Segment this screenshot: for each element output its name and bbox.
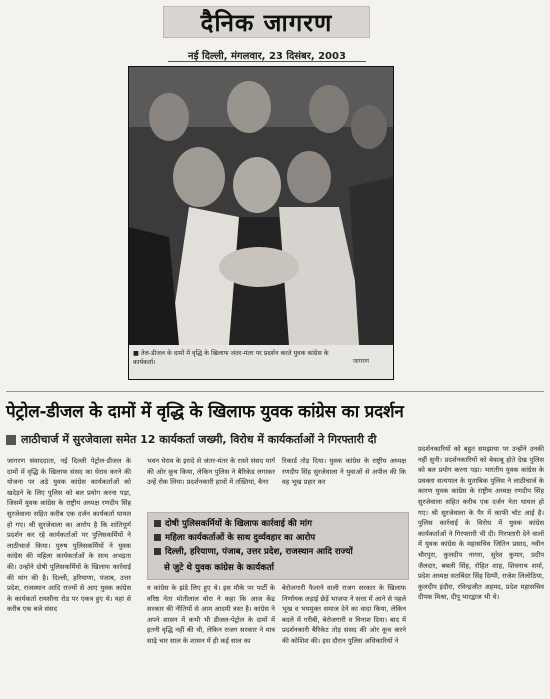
highlight-item: दिल्ली, हरियाणा, पंजाब, उत्तर प्रदेश, राजस्थान आदि राज्यों <box>154 545 353 557</box>
bullet-square-icon <box>154 534 161 541</box>
article-column-3-continued: बेरोजगारी फैलाने वाली राजग सरकार के खिलाफ निर्णायक लड़ाई छेड़ें भाजपा ने सत्ता में आने से पहले भूख व भयमुक्त समाज देने का वादा किया, लेकिन बदले में गरीबी, बेरोजगारी व विनाश दिया। बाद में प्रदर्शनकारी बैरिकेट तोड़ संसद की ओर कूच करने की कोशिश की। इस दौरान पुलिस अधिकारियों ने <box>282 584 406 645</box>
highlights-box <box>147 512 409 580</box>
bullet-square-icon <box>6 435 16 445</box>
dateline-rule <box>168 61 366 62</box>
subheadline-text: लाठीचार्ज में सुरजेवाला समेत 12 कार्यकर्ता जख्मी, विरोध में कार्यकर्ताओं ने गिरफ्तारी दी <box>21 433 377 446</box>
bullet-square-icon <box>154 520 161 527</box>
dateline: नई दिल्ली, मंगलवार, 23 दिसंबर, 2003 <box>188 51 346 62</box>
caption-bar <box>129 345 393 379</box>
article-column-4: प्रदर्शनकारियों को बहुत समझाया पर उन्होंने उनकी नहीं सुनी। प्रदर्शनकारियों को बेकाबू होते देख पुलिस को बल प्रयोग करना पड़ा। भारतीय युवक कांग्रेस के प्रवक्ता सत्यपाल के मुताबिक पुलिस ने लाठीचार्ज के कारण युवक कांग्रेस के राष्ट्रीय अध्यक्ष रणदीप सिंह सुरजेवाला सहित करीब एक दर्जन नेता घायल हो गए। श्री सुरजेवाला के पैर में काफी चोट आई है। पुलिस कार्रवाई के विरोध में युवक कांग्रेस कार्यकर्ताओं ने गिरफ्तारी भी दी। गिरफ्तारी देने वालों में युवक कांग्रेस के महासचिव जितिन प्रसाद, नवीन चौरपुरा, कुलदीप नागरा, सुरेश कुमार, प्रदीप जैलदार, बबली सिंह, रोहित शाह, शिवनाथ शर्मा, प्रदेश अध्यक्ष सतबिंदर सिंह दिम्पी, राजेश लिलोठिया, कुलदीप इंदौरा, रविन्द्रजीत अहमद, प्रदेश महासचिव दीपक मिश्रा, दीपू भारद्वाज भी थे। <box>418 445 544 602</box>
section-rule <box>6 391 544 392</box>
masthead-title: दैनिक जागरण <box>200 8 333 37</box>
article-column-1: जागरण संवाददाता, नई दिल्ली पेट्रोल-डीजल के दामों में वृद्धि के खिलाफ संसद का घेराव करने की योजना पर अड़े युवक कांग्रेस कार्यकर्ताओं को खदेड़ने के लिए पुलिस को बल प्रयोग करना पड़ा, जिसमें युवक कांग्रेस के राष्ट्रीय अध्यक्ष रणदीप सिंह सुरजेवाला सहित करीब एक दर्जन कार्यकर्ता घायल हो गए। श्री सुरजेवाला का आरोप है कि शांतिपूर्ण प्रदर्शन कर रहे कार्यकर्ताओं पर पुलिसकर्मियों ने लाठीचार्ज किया। पुरुष पुलिसकर्मियों ने युवक कांग्रेस की महिला कार्यकर्ताओं के साथ अभद्रता की। उन्होंने दोषी पुलिसकर्मियों के खिलाफ कार्रवाई की मांग की है। दिल्ली, हरियाणा, पंजाब, उत्तर प्रदेश, राजस्थान आदि राज्यों से आए युवक कांग्रेस के कार्यकर्ता रायसीना रोड पर एकत्र हुए थे। यहां से करीब एक बजे संसद <box>7 457 131 614</box>
highlight-item: महिला कार्यकर्ताओं के साथ दुर्व्यवहार का आरोप <box>154 531 315 543</box>
bullet-square-icon <box>154 548 161 555</box>
photo-caption: ■ तेल-डीजल के दामों में वृद्धि के खिलाफ जंतर-मंतर पर प्रदर्शन करते युवक कांग्रेस के कार्यकर्ता। <box>133 350 329 366</box>
article-column-3: रिकार्ड तोड़ दिया। युवक कांग्रेस के राष्ट्रीय अध्यक्ष रणदीप सिंह सुरजेवाला ने युवाओं से अपील की कि वह भूख प्रहार कर <box>282 457 406 487</box>
article-headline: पेट्रोल-डीजल के दामों में वृद्धि के खिलाफ युवक कांग्रेस का प्रदर्शन <box>6 402 404 422</box>
news-photo <box>128 66 394 380</box>
masthead <box>163 6 370 38</box>
photo-credit: जागरण <box>352 358 369 365</box>
highlight-item-continued: से जुटे थे युवक कांग्रेस के कार्यकर्ता <box>164 563 274 573</box>
article-column-2: भवन घेराव के इरादे से जंतर-मंतर के रास्ते संसद मार्ग की ओर कूच किया, लेकिन पुलिस ने बैरिकेड लगाकर उन्हें रोक लिया। प्रदर्शनकारी हाथों में तख्तियां, बैनर <box>147 457 275 487</box>
article-column-2-continued: व कांग्रेस के झंडे लिए हुए थे। इस मौके पर पार्टी के वरिष्ठ नेता मोतीलाल वोरा ने कहा कि आज केंद्र सरकार की नीतियों से आम आदमी त्रस्त है। कांग्रेस ने अपने शासन में कभी भी डीजल-पेट्रोल के दामों में इतनी वृद्धि नहीं की थी, लेकिन राजग सरकार ने मात्र साढ़े चार साल के शासन में ही कई साल का <box>147 584 275 645</box>
highlight-item: दोषी पुलिसकर्मियों के खिलाफ कार्रवाई की मांग <box>154 517 312 529</box>
crowd-photo-image <box>129 67 393 345</box>
